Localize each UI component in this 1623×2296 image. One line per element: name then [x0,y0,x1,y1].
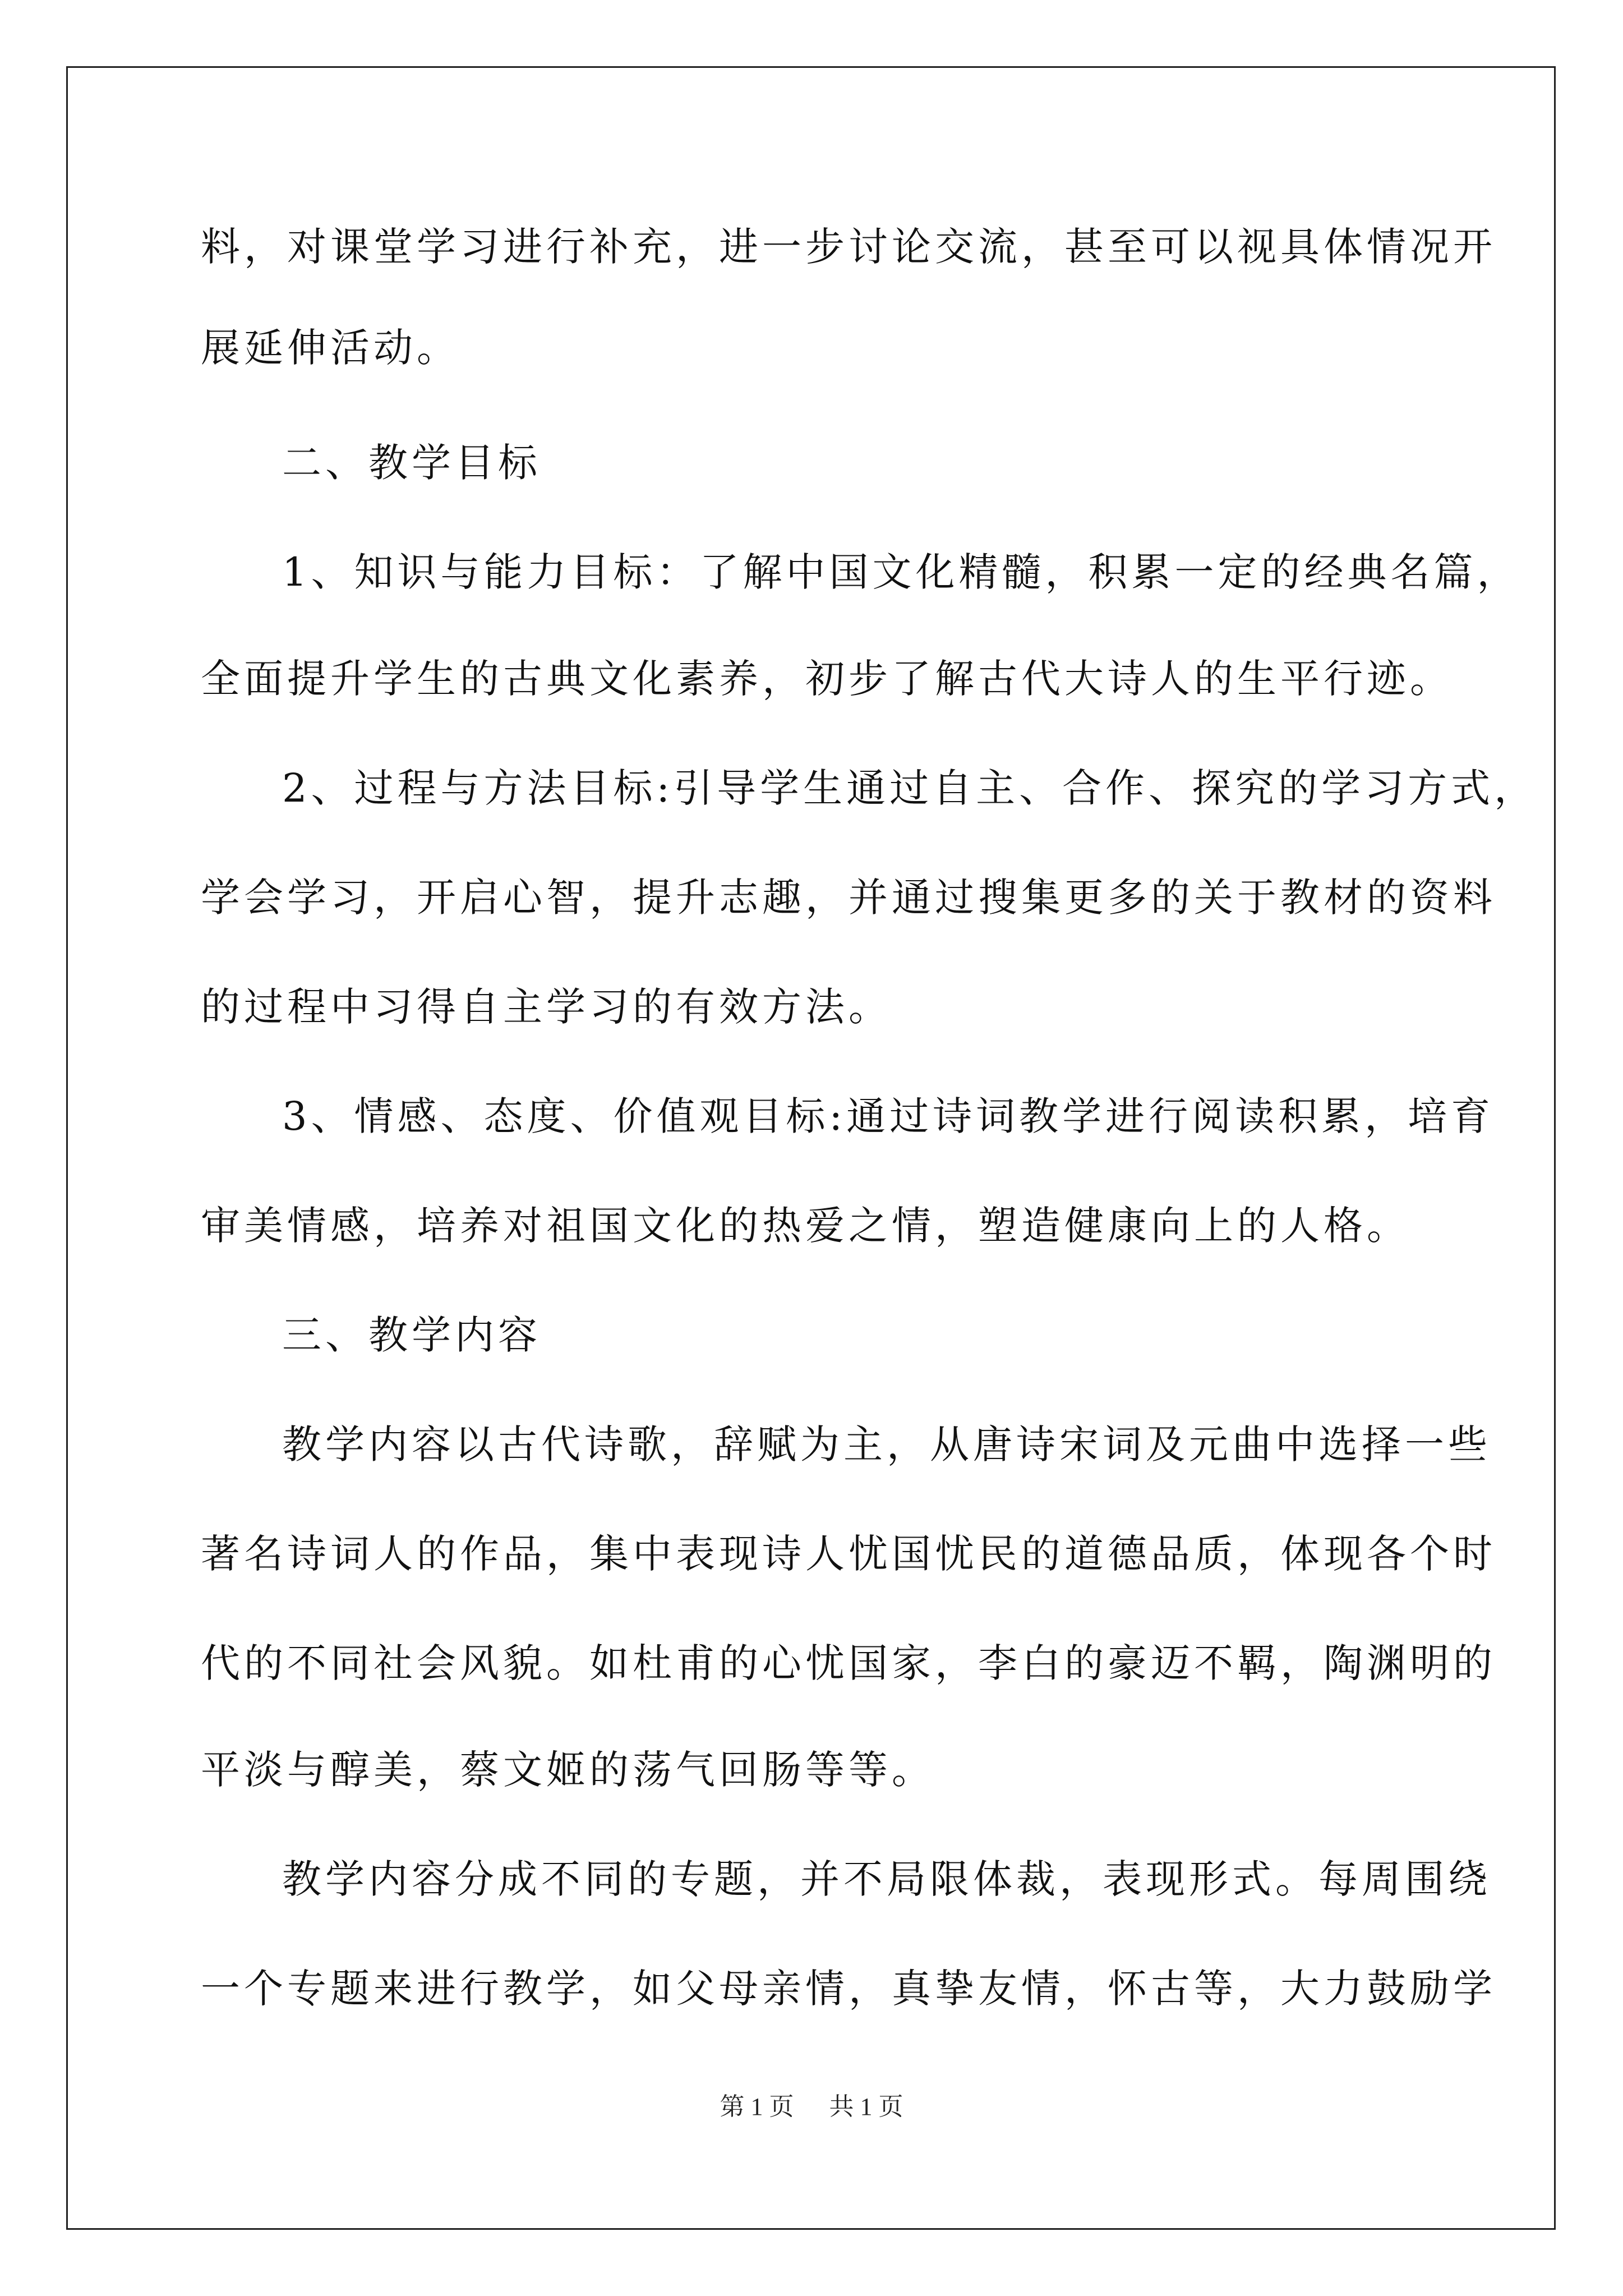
text-line: 代的不同社会风貌。如杜甫的心忧国家，李白的豪迈不羁，陶渊明的 [201,1640,1496,1686]
text-line: 教学内容分成不同的专题，并不局限体裁，表现形式。每周围绕 [282,1856,1491,1902]
page-number: 第 1 页 [720,2093,794,2120]
text-line: 一个专题来进行教学，如父母亲情，真挚友情，怀古等，大力鼓励学 [201,1966,1496,2012]
text-line: 1、知识与能力目标：了解中国文化精髓，积累一定的经典名篇， [282,549,1520,595]
page-footer [0,2091,1623,2123]
text-line: 展延伸活动。 [201,325,460,371]
text-line: 教学内容以古代诗歌，辞赋为主，从唐诗宋词及元曲中选择一些 [282,1421,1491,1467]
text-line: 审美情感，培养对祖国文化的热爱之情，塑造健康向上的人格。 [201,1203,1410,1249]
text-line: 学会学习，开启心智，提升志趣，并通过搜集更多的关于教材的资料 [201,875,1496,921]
page-total: 共 1 页 [829,2093,903,2120]
text-line: 的过程中习得自主学习的有效方法。 [201,984,892,1030]
text-line: 著名诗词人的作品，集中表现诗人忧国忧民的道德品质，体现各个时 [201,1531,1496,1577]
text-line: 全面提升学生的古典文化素养，初步了解古代大诗人的生平行迹。 [201,656,1453,702]
section-heading: 二、教学目标 [282,440,541,486]
text-line: 料，对课堂学习进行补充，进一步讨论交流，甚至可以视具体情况开 [201,224,1496,270]
text-line: 3、情感、态度、价值观目标:通过诗词教学进行阅读积累，培育 [282,1093,1495,1139]
section-heading: 三、教学内容 [282,1312,541,1358]
text-line: 2、过程与方法目标:引导学生通过自主、合作、探究的学习方式， [282,765,1538,811]
text-line: 平淡与醇美，蔡文姬的荡气回肠等等。 [201,1747,935,1793]
page-border [66,66,1556,2230]
